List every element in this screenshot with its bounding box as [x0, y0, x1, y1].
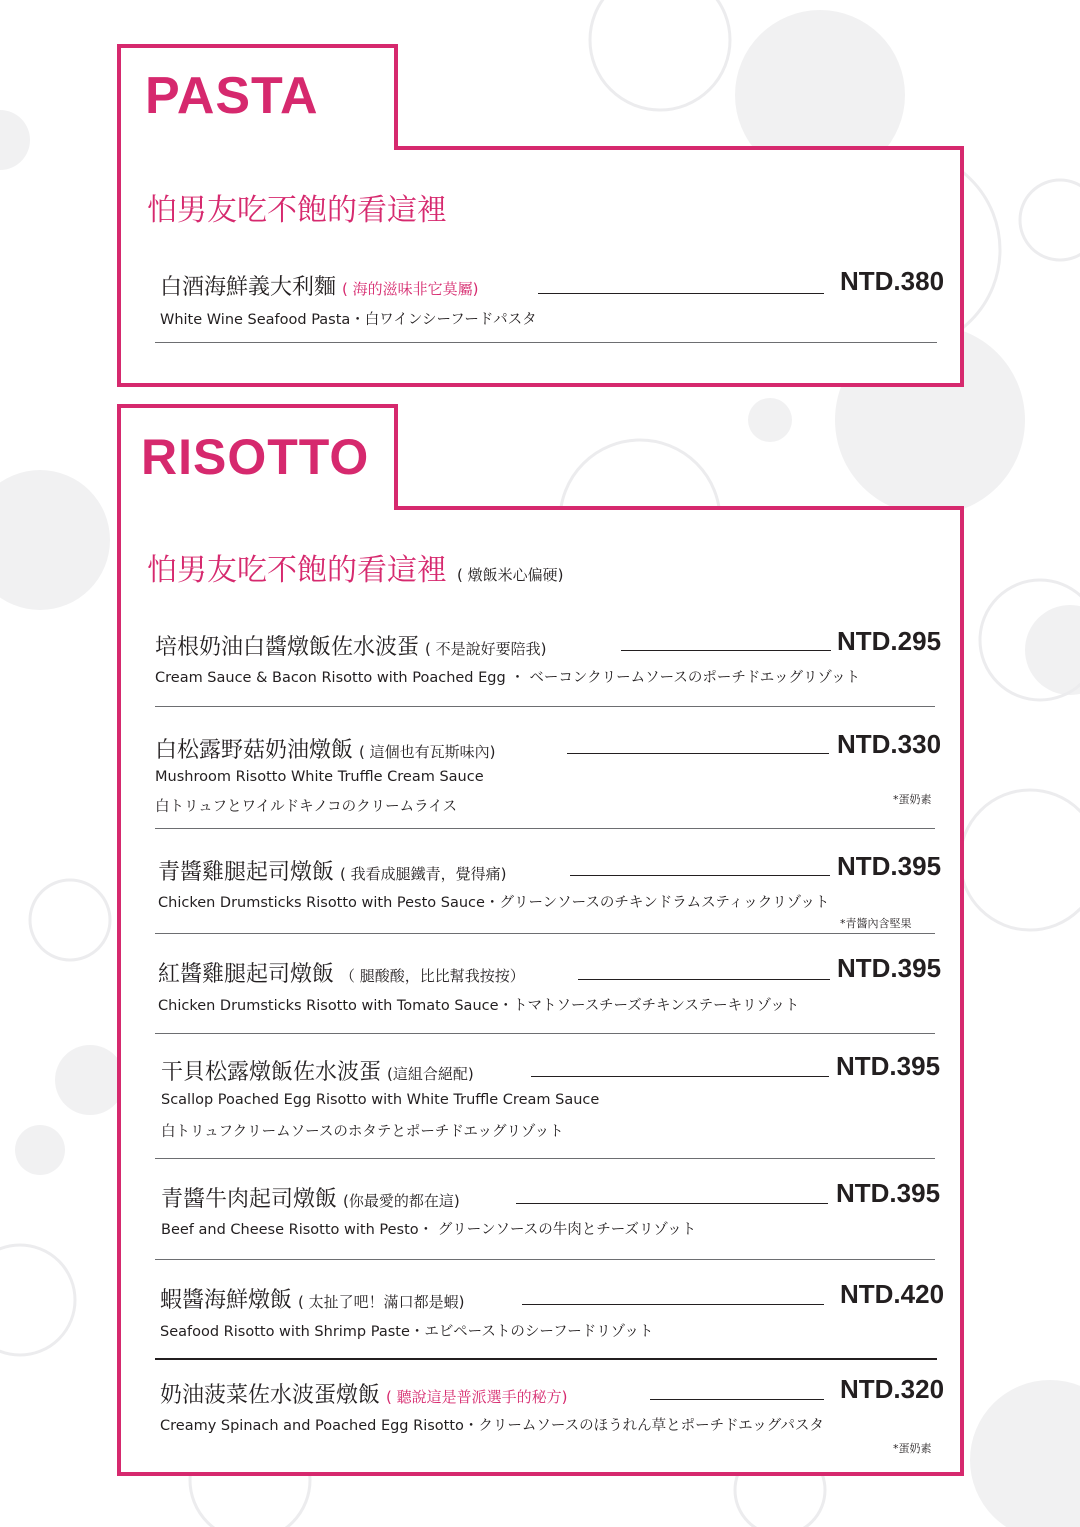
item-note: ( 這個也有瓦斯味內) [359, 743, 496, 761]
menu-item [161, 1051, 941, 1155]
divider [155, 706, 935, 707]
item-description: Beef and Cheese Risotto with Pesto・ グリーンソースの牛肉とチーズリゾット [161, 1222, 697, 1238]
leader-line [538, 293, 824, 294]
divider [155, 933, 935, 934]
item-note: (你最愛的都在這) [343, 1192, 460, 1210]
leader-line [621, 650, 831, 651]
item-price: NTD.320 [840, 1374, 945, 1404]
menu-item [160, 1374, 945, 1478]
menu-item [155, 626, 942, 730]
item-note: ( 海的滋味非它莫屬) [342, 280, 479, 298]
item-note: (這組合絕配) [387, 1065, 474, 1083]
risotto-subtitle [147, 545, 563, 589]
item-name: 青醬雞腿起司燉飯 [158, 860, 335, 885]
divider [155, 1358, 937, 1360]
item-name: 青醬牛肉起司燉飯 [161, 1187, 338, 1212]
item-footnote: *蛋奶素 [893, 793, 932, 806]
item-name: 白松露野菇奶油燉飯 [155, 738, 354, 763]
leader-line [567, 753, 829, 754]
item-description: Chicken Drumsticks Risotto with Tomato Sauce・トマトソースチーズチキンステーキリゾット [158, 998, 800, 1014]
item-price: NTD.395 [837, 851, 942, 881]
item-description: Seafood Risotto with Shrimp Paste・エビペーストのシーフードリゾット [160, 1324, 654, 1340]
divider [155, 342, 937, 343]
item-price: NTD.330 [837, 729, 942, 759]
item-price: NTD.380 [840, 266, 945, 296]
item-price: NTD.295 [837, 626, 942, 656]
menu-item [160, 266, 945, 370]
leader-line [650, 1399, 824, 1400]
item-description: Cream Sauce & Bacon Risotto with Poached Egg ・ ベーコンクリームソースのポーチドエッグリゾット [155, 670, 861, 686]
item-price: NTD.395 [836, 1178, 941, 1208]
menu-item [161, 1178, 941, 1282]
menu-item [155, 729, 942, 833]
item-name: 奶油菠菜佐水波蛋燉飯 [160, 1383, 381, 1408]
leader-line [578, 979, 830, 980]
leader-line [531, 1076, 829, 1077]
pasta-subtitle: 怕男友吃不飽的看這裡 [147, 193, 447, 228]
item-name: 培根奶油白醬燉飯佐水波蛋 [155, 635, 420, 660]
item-price: NTD.395 [837, 953, 942, 983]
item-note: （ 腿酸酸，比比幫我按按） [340, 967, 525, 985]
item-note: ( 不是說好要陪我) [425, 640, 547, 658]
item-description-jp: 白トリュフクリームソースのホタテとポーチドエッグリゾット [161, 1124, 564, 1140]
divider [155, 1033, 935, 1034]
item-price: NTD.420 [840, 1279, 945, 1309]
item-note: ( 聽說這是普派選手的秘方) [386, 1388, 568, 1406]
risotto-tab [117, 404, 398, 510]
pasta-tab [117, 44, 398, 150]
menu-item [160, 1279, 945, 1383]
item-name: 紅醬雞腿起司燉飯 [158, 962, 335, 987]
item-name: 干貝松露燉飯佐水波蛋 [161, 1060, 382, 1085]
leader-line [570, 875, 830, 876]
pasta-title: PASTA [145, 67, 319, 125]
menu-item [158, 851, 942, 955]
risotto-subtitle-note: ( 燉飯米心偏硬) [457, 566, 564, 584]
item-price: NTD.395 [836, 1051, 941, 1081]
item-description: Scallop Poached Egg Risotto with White Truffle Cream Sauce [161, 1092, 600, 1108]
item-description-jp: 白トリュフとワイルドキノコのクリームライス [155, 799, 458, 815]
item-name: 白酒海鮮義大利麵 [160, 275, 337, 300]
menu-item [158, 953, 942, 1057]
risotto-subtitle-text: 怕男友吃不飽的看這裡 [147, 553, 447, 588]
item-note: ( 我看成腿鐵青，覺得痛) [340, 865, 507, 883]
item-footnote: *蛋奶素 [893, 1442, 932, 1455]
item-note: ( 太扯了吧！滿口都是蝦) [298, 1293, 465, 1311]
item-description: Chicken Drumsticks Risotto with Pesto Sauce・グリーンソースのチキンドラムスティックリゾット [158, 895, 830, 911]
item-description: Mushroom Risotto White Truffle Cream Sauce [155, 769, 484, 785]
leader-line [522, 1304, 824, 1305]
item-description: Creamy Spinach and Poached Egg Risotto・クリームソースのほうれん草とポーチドエッグパスタ [160, 1418, 824, 1434]
divider [155, 828, 935, 829]
item-description: White Wine Seafood Pasta・白ワインシーフードパスタ [160, 312, 537, 328]
divider [155, 1259, 935, 1260]
leader-line [516, 1203, 828, 1204]
item-name: 蝦醬海鮮燉飯 [160, 1288, 293, 1313]
item-footnote: *青醬內含堅果 [840, 917, 912, 930]
divider [155, 1158, 935, 1159]
risotto-title: RISOTTO [141, 429, 370, 485]
